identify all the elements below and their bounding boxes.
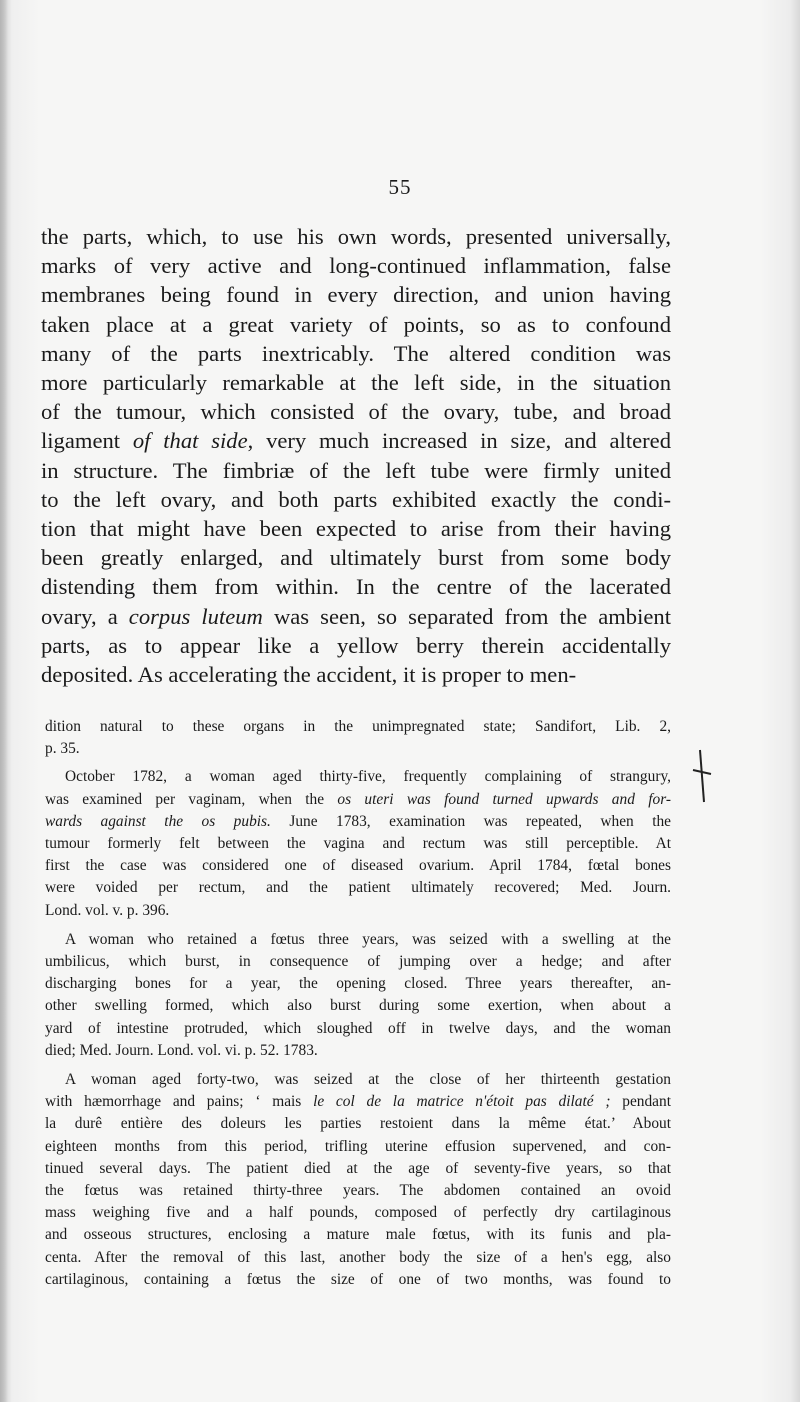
italic-phrase: of that side	[132, 428, 248, 454]
main-line-with-italic: ligament of that side, very much increased in size, and altered	[41, 428, 671, 454]
main-line: of the tumour, which consisted of the ovary, tube, and broad	[41, 399, 671, 425]
main-line-with-italic: ovary, a corpus luteum was seen, so separated from the ambient	[41, 603, 671, 629]
footnote-line: and osseous structures, enclosing a mature male fœtus, with its funis and pla-	[45, 1226, 671, 1244]
footnote-line: mass weighing five and a half pounds, composed of perfectly dry cartilaginous	[45, 1204, 671, 1222]
italic-phrase: os uteri was found turned upwards and for-	[337, 790, 671, 808]
main-line: membranes being found in every direction, and union having	[41, 282, 671, 308]
main-line: taken place at a great variety of points, so as to confound	[41, 311, 671, 337]
main-line: distending them from within. In the centre of the lacerated	[41, 574, 671, 600]
footnote-line: cartilaginous, containing a fœtus the size of one of two months, was found to	[45, 1270, 671, 1288]
footnote-line: first the case was considered one of diseased ovarium. April 1784, fœtal bones	[45, 857, 671, 875]
italic-phrase: wards against the os pubis.	[45, 812, 271, 830]
footnote-line: dition natural to these organs in the unimpregnated state; Sandifort, Lib. 2,	[45, 718, 671, 735]
footnote-line: died; Med. Journ. Lond. vol. vi. p. 52. 1783.	[45, 1041, 318, 1059]
footnote-line: tumour formerly felt between the vagina and rectum was still perceptible. At	[45, 835, 671, 853]
footnote-line: October 1782, a woman aged thirty-five, frequently complaining of strangury,	[65, 768, 671, 786]
footnote-line: A woman who retained a fœtus three years, was seized with a swelling at the	[65, 930, 671, 948]
footnote-paragraph	[45, 929, 671, 1062]
footnote-line: eighteen months from this period, trifling uterine effusion supervened, and con-	[45, 1137, 671, 1155]
main-line: many of the parts inextricably. The altered condition was	[41, 340, 671, 366]
main-line: been greatly enlarged, and ultimately burst from some body	[41, 545, 671, 571]
main-line: deposited. As accelerating the accident, it is proper to men-	[41, 662, 577, 688]
footnote-line: centa. After the removal of this last, another body the size of a hen's egg, also	[45, 1248, 671, 1266]
main-line: parts, as to appear like a yellow berry therein accidentally	[41, 632, 671, 658]
footnote-line: tinued several days. The patient died at the age of seventy-five years, so that	[45, 1159, 671, 1177]
main-line: the parts, which, to use his own words, presented universally,	[41, 224, 671, 249]
main-line: to the left ovary, and both parts exhibited exactly the condi-	[41, 486, 671, 512]
footnotes	[45, 716, 671, 1298]
footnote-line: A woman aged forty-two, was seized at the close of her thirteenth gestation	[65, 1071, 671, 1089]
footnote-line: the fœtus was retained thirty-three years. The abdomen contained an ovoid	[45, 1182, 671, 1200]
main-text	[41, 222, 671, 689]
footnote-paragraph	[45, 766, 671, 921]
page-number: 55	[388, 175, 412, 199]
page-gutter-shadow	[0, 0, 8, 1402]
italic-phrase: le col de la matrice n'étoit pas dilaté ;	[313, 1093, 611, 1111]
main-line: tion that might have been expected to arise from their having	[41, 516, 671, 542]
footnote-line: discharging bones for a year, the opening closed. Three years thereafter, an-	[45, 975, 671, 993]
footnote-line: Lond. vol. v. p. 396.	[45, 901, 170, 919]
footnote-line: with hæmorrhage and pains; ‘ mais le col de la matrice n'étoit pas dilaté ; pendant	[45, 1093, 671, 1111]
footnote-line: was examined per vaginam, when the os uteri was found turned upwards and for-	[45, 790, 671, 808]
margin-pencil-mark-icon	[690, 748, 714, 804]
main-line: more particularly remarkable at the left side, in the situation	[41, 370, 671, 396]
main-line: in structure. The fimbriæ of the left tube were firmly united	[41, 457, 671, 483]
footnote-line: wards against the os pubis. June 1783, examination was repeated, when the	[45, 812, 672, 830]
footnote-line: la durê entière des doleurs les parties restoient dans la même état.’ About	[45, 1115, 671, 1133]
italic-phrase: corpus luteum	[128, 603, 263, 629]
footnote-line: p. 35.	[45, 740, 80, 758]
footnote-paragraph	[45, 716, 671, 760]
footnote-paragraph	[45, 1069, 671, 1291]
footnote-line: other swelling formed, which also burst during some exertion, when about a	[45, 997, 671, 1015]
footnote-line: yard of intestine protruded, which sloughed off in twelve days, and the woman	[45, 1019, 671, 1037]
footnote-line: umbilicus, which burst, in consequence of jumping over a hedge; and after	[45, 953, 671, 971]
footnote-line: were voided per rectum, and the patient ultimately recovered; Med. Journ.	[45, 879, 671, 897]
main-line: marks of very active and long-continued inflammation, false	[41, 253, 671, 279]
